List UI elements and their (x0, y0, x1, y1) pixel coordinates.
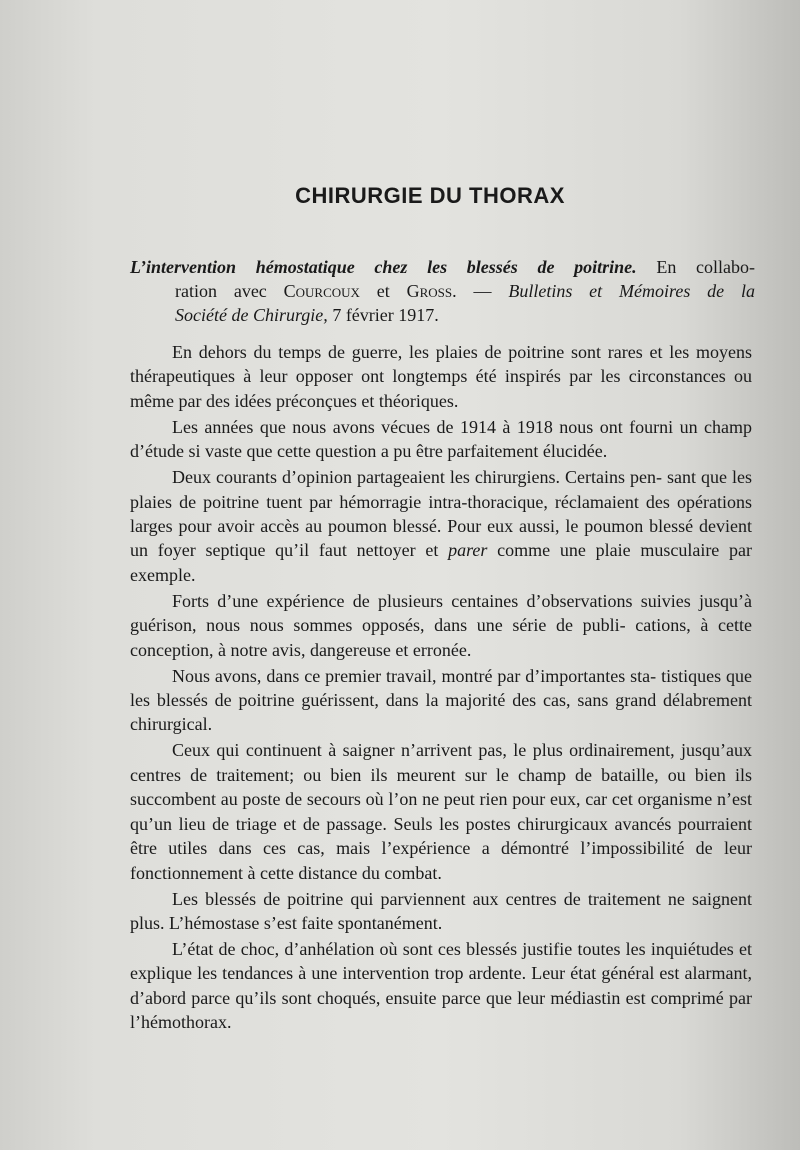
citation-title: L’intervention hémostatique chez les blessés de poitrine. (130, 257, 637, 277)
citation-text-a: En collabo- (656, 257, 756, 277)
paragraph-3-tail: comme une plaie musculaire par exemple. (130, 540, 753, 585)
citation-line-3 (130, 303, 755, 327)
paragraph-5: Nous avons, dans ce premier travail, montré par d’importantes sta- tistiques que les blessés de poitrine guérissent, dans la majorité des cas, sans grand délabrement chirurgical. (130, 665, 752, 735)
citation-line-1 (130, 255, 755, 279)
citation (130, 255, 755, 327)
citation-author-1: Courcoux (283, 281, 360, 301)
citation-line-2 (130, 279, 755, 303)
paragraph-4: Forts d’une expérience de plusieurs centaines d’observations suivies jusqu’à guérison, nous nous sommes opposés, dans une série de publi- cations, à cette conception, à notre avis, dangereuse et erronée. (130, 590, 752, 660)
citation-conj: et (376, 281, 390, 301)
citation-author-2: Gross. (406, 281, 457, 301)
citation-dash: — (473, 281, 492, 301)
paragraph-2: Les années que nous avons vécues de 1914 à 1918 nous ont fourni un champ d’étude si vaste que cette question a pu être parfaitement élucidée. (130, 416, 752, 462)
page-title: CHIRURGIE DU THORAX (295, 183, 565, 208)
paragraph-6: Ceux qui continuent à saigner n’arrivent pas, le plus ordinairement, jusqu’aux centres de traitement; ou bien ils meurent sur le champ de bataille, ou bien ils succombent au poste de secours où l’on ne peut rien pour eux, car cet organisme n’est qu’un lieu de triage et de passage. Seuls les postes chirurgicaux avancés pourraient être utiles dans ces cas, mais l’expérience a démontré l’impossibilité de leur fonctionnement à cette distance du combat. (130, 740, 752, 883)
citation-text-b: ration avec (175, 281, 267, 301)
paragraph-8: L’état de choc, d’anhélation où sont ces blessés justifie toutes les inquiétudes et explique les tendances à une intervention trop ardente. Leur état général est alarmant, d’abord parce qu’ils sont choqués, ensuite parce que leur médiastin est comprimé par l’hémothorax. (130, 938, 752, 1033)
paragraph-7: Les blessés de poitrine qui parviennent aux centres de traitement ne saignent plus. L’hémostase s’est faite spontanément. (130, 888, 752, 933)
paragraph-3 (130, 465, 752, 587)
citation-journal-a: Bulletins et Mémoires de la (508, 281, 756, 301)
citation-date: 7 février 1917. (332, 305, 439, 325)
body-text (130, 340, 752, 1036)
citation-journal-b: Société de Chirurgie, (175, 305, 328, 325)
paragraph-3-italic: parer (448, 540, 488, 561)
paragraph-3-text: Deux courants d’opinion partageaient les chirurgiens. Certains pen- sant que les plaies de poitrine tuent par hémorragie intra-thoracique, réclamaient des opérations larges pour avoir accès au poumon blessé. Pour eux aussi, le poumon blessé devient un foyer septique qu’il faut nettoyer et (130, 467, 752, 561)
paragraph-1: En dehors du temps de guerre, les plaies de poitrine sont rares et les moyens thérapeutiques à leur opposer ont longtemps été inspirés par les circonstances ou même par des idées préconçues et théoriques. (130, 342, 752, 411)
